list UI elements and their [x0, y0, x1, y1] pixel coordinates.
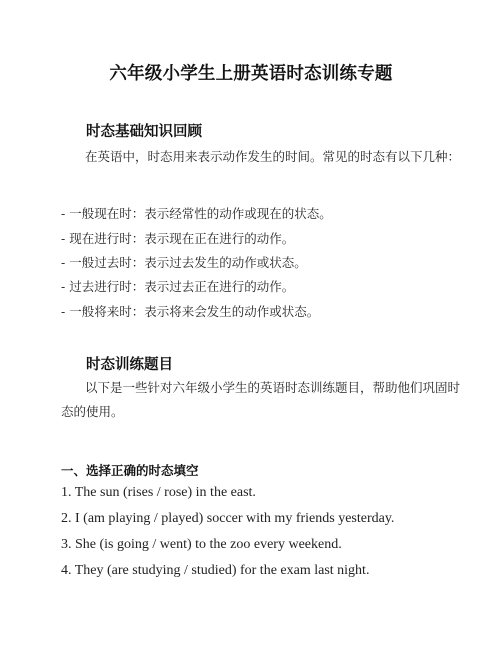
document-title: 六年级小学生上册英语时态训练专题 — [109, 64, 393, 84]
tense-list-item: - 一般现在时：表示经常性的动作或现在的状态。 — [61, 206, 332, 221]
tense-list-item: - 一般过去时：表示过去发生的动作或状态。 — [61, 255, 307, 270]
section-heading-basics: 时态基础知识回顾 — [86, 124, 202, 140]
section-intro-basics: 在英语中，时态用来表示动作发生的时间。常见的时态有以下几种： — [85, 149, 461, 164]
tense-list-item: - 现在进行时：表示现在正在进行的动作。 — [61, 231, 295, 246]
exercise-question: 3. She (is going / went) to the zoo every weekend. — [61, 537, 342, 552]
tense-list-item: - 过去进行时：表示过去正在进行的动作。 — [61, 279, 295, 294]
exercise-question: 2. I (am playing / played) soccer with my friends yesterday. — [61, 511, 395, 526]
exercise-subheading: 一、选择正确的时态填空 — [61, 463, 199, 478]
exercise-question: 4. They (are studying / studied) for the exam last night. — [61, 563, 370, 578]
section-heading-exercises: 时态训练题目 — [86, 357, 173, 373]
exercise-question: 1. The sun (rises / rose) in the east. — [61, 485, 256, 500]
section-intro-exercises: 以下是一些针对六年级小学生的英语时态训练题目，帮助他们巩固时态的使用。 — [61, 380, 461, 419]
tense-list-item: - 一般将来时：表示将来会发生的动作或状态。 — [61, 304, 320, 319]
